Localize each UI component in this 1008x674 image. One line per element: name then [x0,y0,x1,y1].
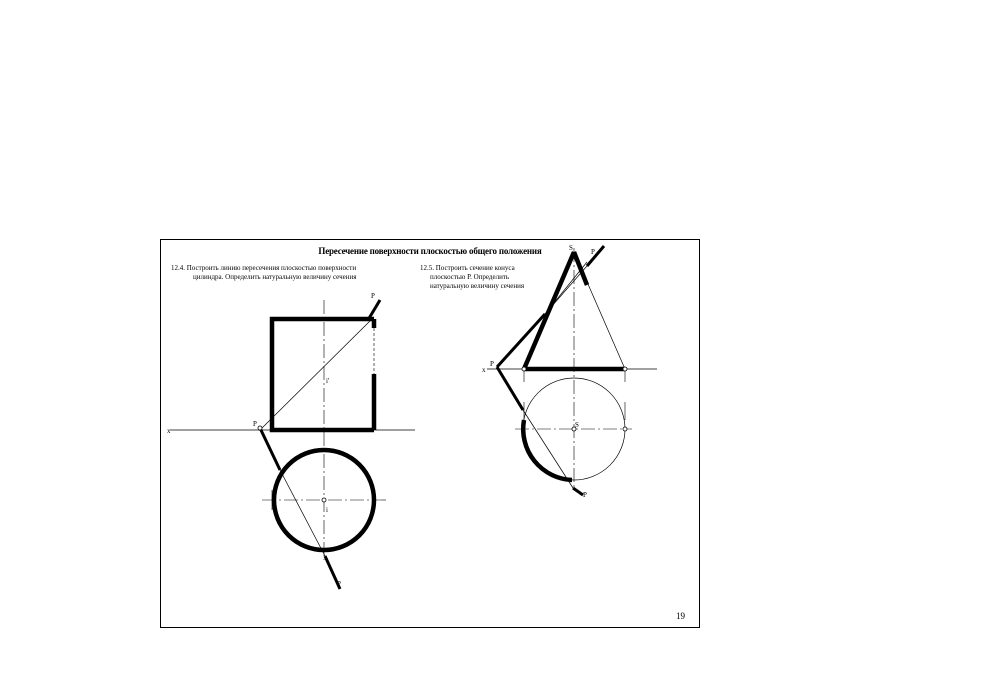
label-i-prime-left: i' [326,377,330,385]
label-p-left-top: P [371,292,375,300]
label-i-left: i [326,506,328,514]
label-s-bottom: S [575,421,579,429]
label-p-right-top: P [591,248,595,256]
task-12-5 [420,264,560,291]
page-number: 19 [676,611,685,621]
task-12-4 [171,264,411,282]
drawing-sheet [160,239,700,628]
label-p-right-x: P [490,360,494,368]
task-12-5-line2: плоскостью Р. Определить [430,273,510,281]
task-12-4-line1: 12.4. Построить линию пересечения плоскостью поверхности [171,264,357,272]
task-12-5-line1: 12.5. Построить сечение конуса [420,264,515,272]
task-12-5-line3: натуральную величину сечения [430,282,525,290]
label-p-left-bottom: P [337,580,341,588]
label-p-right-bottom: P [583,491,587,499]
label-s: S [569,244,573,252]
sheet-title: Пересечение поверхности плоскостью общего положения [318,246,542,256]
label-x-right: x [482,366,486,374]
label-p-left-x: P [253,420,257,428]
task-12-4-line2: цилиндра. Определить натуральную величину сечения [193,273,357,281]
label-x-left: x [167,427,171,435]
